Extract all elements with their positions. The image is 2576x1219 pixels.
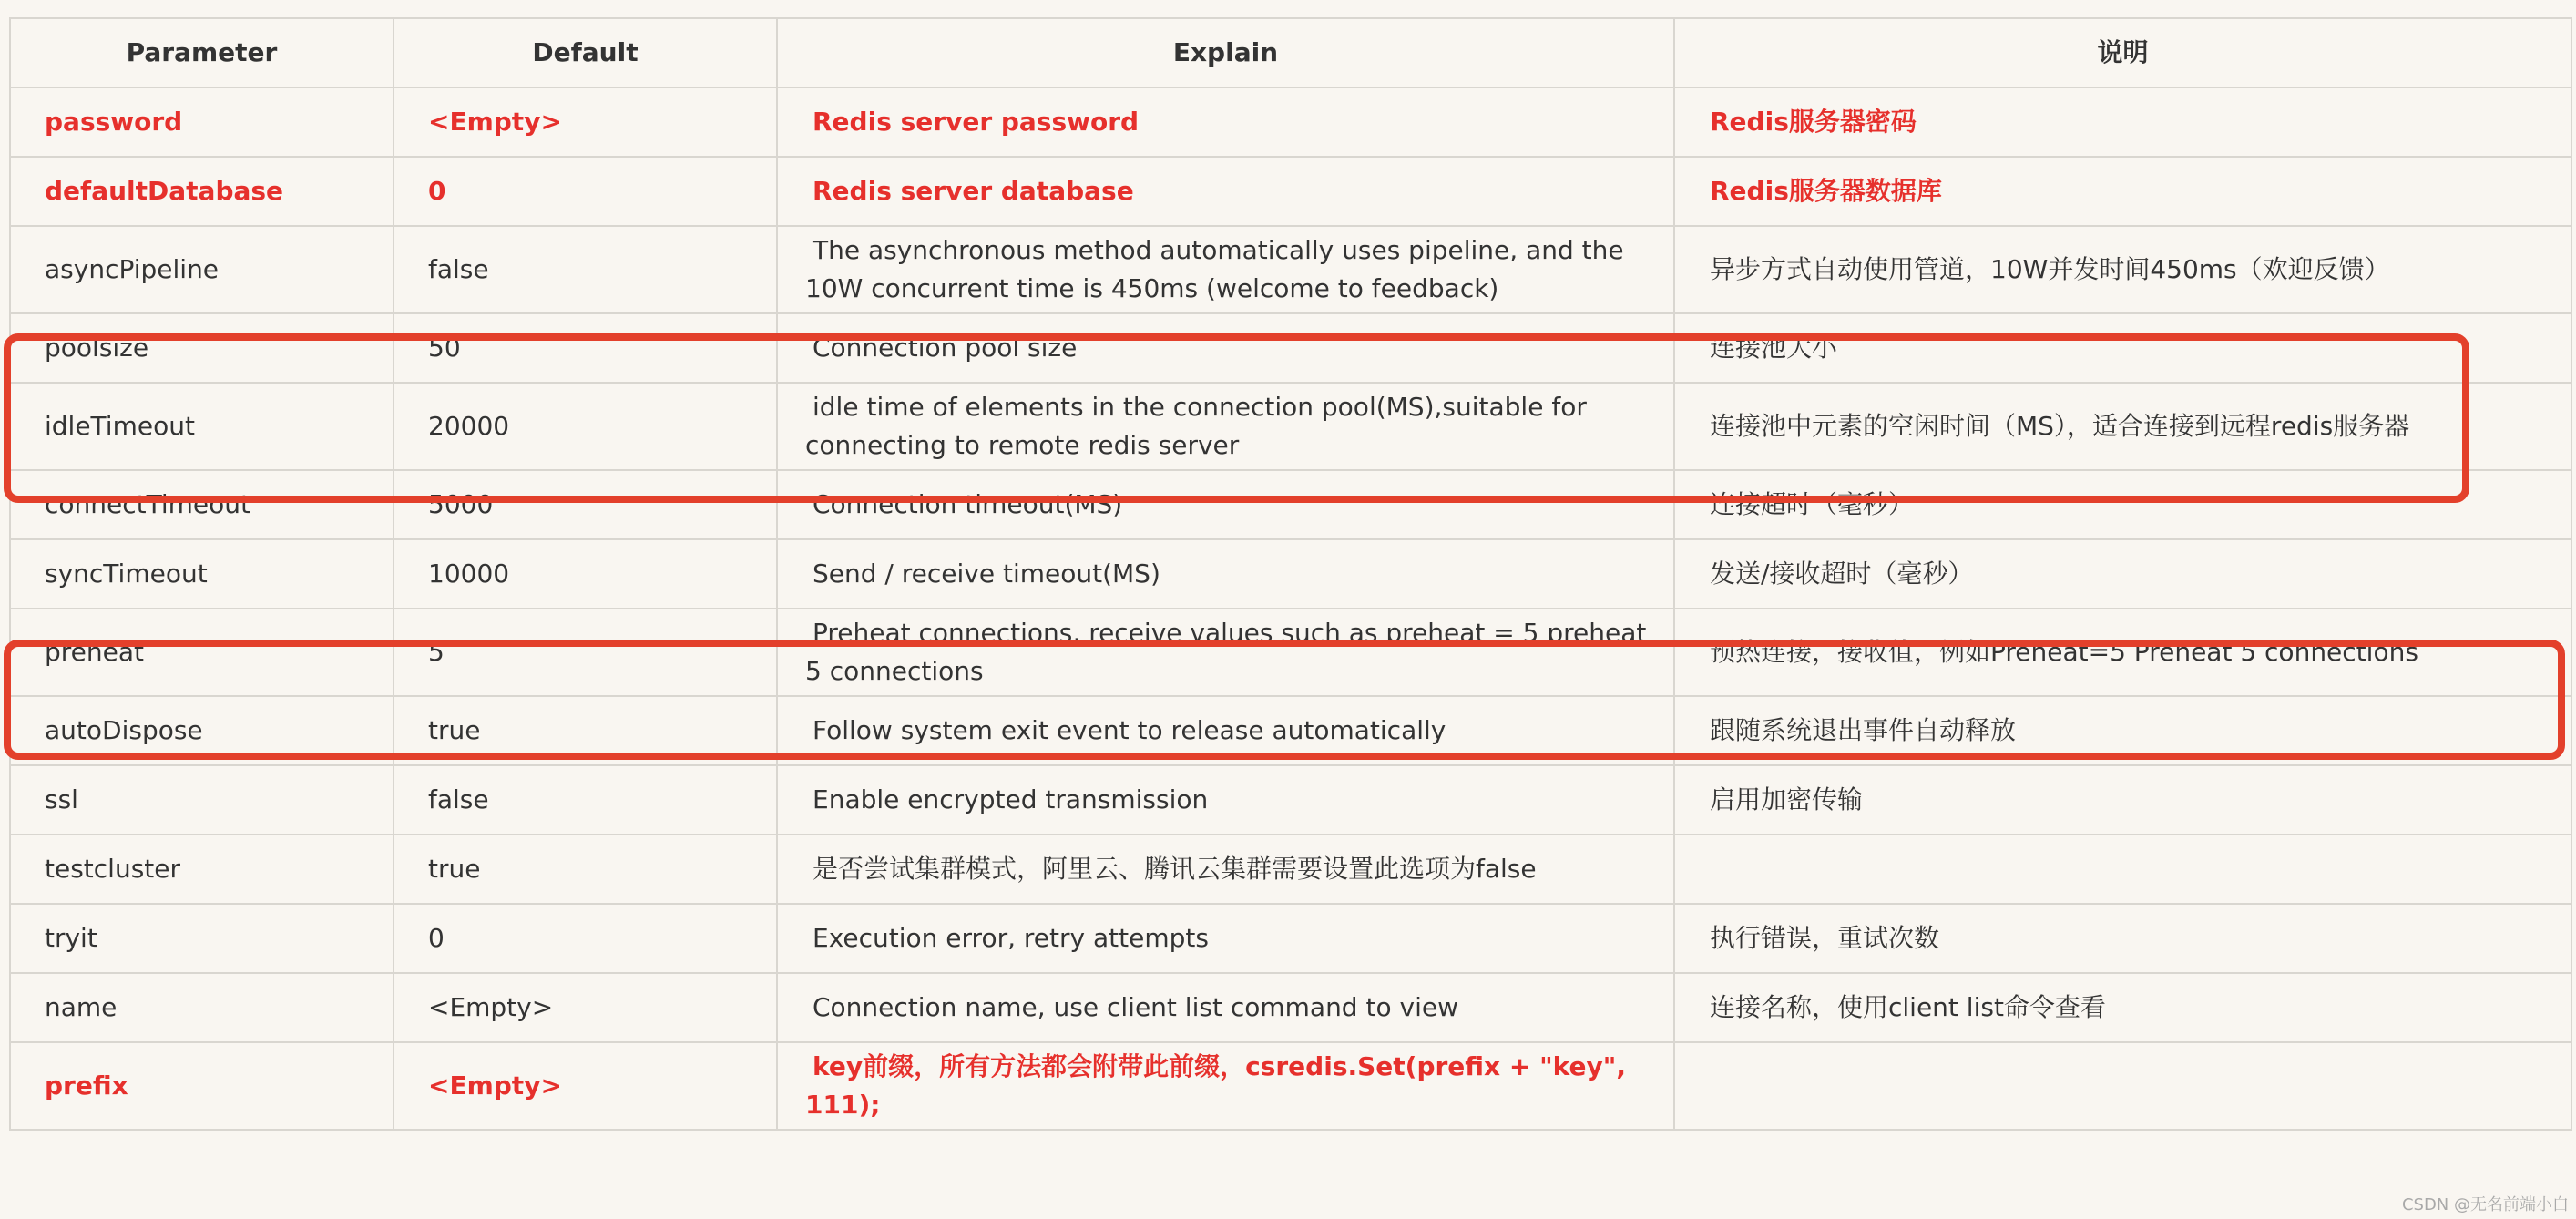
- table-row-name: [10, 973, 2571, 1042]
- explain-text: Connection name, use client list command to view: [813, 992, 1458, 1022]
- default-cell: 0: [394, 157, 777, 226]
- default-cell: 5000: [394, 470, 777, 539]
- table-row-testcluster: [10, 835, 2571, 904]
- table-row-password: [10, 87, 2571, 157]
- default-cell: 5: [394, 609, 777, 696]
- header-parameter: Parameter: [10, 18, 394, 87]
- default-cell: <Empty>: [394, 973, 777, 1042]
- cn-description-cell: 执行错误，重试次数: [1674, 904, 2571, 973]
- explain-text: Connection timeout(MS): [813, 489, 1123, 519]
- explain-cell: [777, 835, 1674, 904]
- explain-text: Redis server password: [813, 107, 1140, 137]
- explain-cell: [777, 765, 1674, 835]
- param-cell: tryit: [10, 904, 394, 973]
- table-row-poolsize: [10, 313, 2571, 383]
- explain-text: 是否尝试集群模式，阿里云、腾讯云集群需要设置此选项为false: [813, 854, 1537, 884]
- explain-text: Preheat connections, receive values such as preheat = 5 preheat 5 connections: [805, 618, 1647, 686]
- table-row-idletimeout: [10, 383, 2571, 470]
- cn-description-cell: 连接池中元素的空闲时间（MS），适合连接到远程redis服务器: [1674, 383, 2571, 470]
- table-row-defaultdatabase: [10, 157, 2571, 226]
- cn-description-cell: 连接名称，使用client list命令查看: [1674, 973, 2571, 1042]
- explain-text: Redis server database: [813, 176, 1134, 206]
- cn-description-cell: 启用加密传输: [1674, 765, 2571, 835]
- explain-cell: [777, 313, 1674, 383]
- default-cell: true: [394, 696, 777, 765]
- table-row-ssl: [10, 765, 2571, 835]
- table-row-synctimeout: [10, 539, 2571, 609]
- param-cell: idleTimeout: [10, 383, 394, 470]
- explain-text: Follow system exit event to release automatically: [813, 715, 1446, 745]
- cn-description-cell: 跟随系统退出事件自动释放: [1674, 696, 2571, 765]
- explain-text: The asynchronous method automatically uses pipeline, and the 10W concurrent time is 450ms (welcome to feedback): [805, 235, 1624, 303]
- explain-cell: [777, 226, 1674, 313]
- explain-text: Enable encrypted transmission: [813, 784, 1209, 814]
- explain-text: idle time of elements in the connection pool(MS),suitable for connecting to remote redis server: [805, 392, 1587, 460]
- param-cell: asyncPipeline: [10, 226, 394, 313]
- cn-description-cell: [1674, 1042, 2571, 1130]
- param-cell: connectTimeout: [10, 470, 394, 539]
- explain-text: Send / receive timeout(MS): [813, 558, 1160, 589]
- table-row-prefix: [10, 1042, 2571, 1130]
- default-cell: false: [394, 765, 777, 835]
- param-cell: password: [10, 87, 394, 157]
- table-row-preheat: [10, 609, 2571, 696]
- explain-cell: [777, 87, 1674, 157]
- explain-text: Execution error, retry attempts: [813, 923, 1209, 953]
- explain-cell: [777, 696, 1674, 765]
- explain-text: key前缀，所有方法都会附带此前缀，csredis.Set(prefix + "key", 111);: [805, 1051, 1626, 1120]
- default-cell: <Empty>: [394, 1042, 777, 1130]
- param-cell: poolsize: [10, 313, 394, 383]
- cn-description-cell: 连接超时（毫秒）: [1674, 470, 2571, 539]
- cn-description-cell: 预热连接，接收值，例如Preheat=5 Preheat 5 connections: [1674, 609, 2571, 696]
- watermark: CSDN @无名前端小白: [2401, 1195, 2569, 1214]
- parameter-table: [9, 17, 2572, 1131]
- param-cell: name: [10, 973, 394, 1042]
- cn-description-cell: Redis服务器密码: [1674, 87, 2571, 157]
- explain-text: Connection pool size: [813, 333, 1078, 363]
- cn-description-cell: 异步方式自动使用管道，10W并发时间450ms（欢迎反馈）: [1674, 226, 2571, 313]
- explain-cell: [777, 904, 1674, 973]
- default-cell: 0: [394, 904, 777, 973]
- explain-cell: [777, 1042, 1674, 1130]
- explain-cell: [777, 470, 1674, 539]
- cn-description-cell: Redis服务器数据库: [1674, 157, 2571, 226]
- param-cell: autoDispose: [10, 696, 394, 765]
- default-cell: <Empty>: [394, 87, 777, 157]
- param-cell: testcluster: [10, 835, 394, 904]
- default-cell: 50: [394, 313, 777, 383]
- param-cell: syncTimeout: [10, 539, 394, 609]
- cn-description-cell: 连接池大小: [1674, 313, 2571, 383]
- cn-description-cell: [1674, 835, 2571, 904]
- header-cn-description: 说明: [1674, 18, 2571, 87]
- default-cell: 20000: [394, 383, 777, 470]
- explain-cell: [777, 973, 1674, 1042]
- param-cell: prefix: [10, 1042, 394, 1130]
- header-explain: Explain: [777, 18, 1674, 87]
- table-row-connecttimeout: [10, 470, 2571, 539]
- default-cell: false: [394, 226, 777, 313]
- explain-cell: [777, 609, 1674, 696]
- table-row-asyncpipeline: [10, 226, 2571, 313]
- explain-cell: [777, 539, 1674, 609]
- explain-cell: [777, 157, 1674, 226]
- cn-description-cell: 发送/接收超时（毫秒）: [1674, 539, 2571, 609]
- explain-cell: [777, 383, 1674, 470]
- default-cell: true: [394, 835, 777, 904]
- default-cell: 10000: [394, 539, 777, 609]
- header-row: [10, 18, 2571, 87]
- param-cell: ssl: [10, 765, 394, 835]
- param-cell: preheat: [10, 609, 394, 696]
- param-cell: defaultDatabase: [10, 157, 394, 226]
- table-row-tryit: [10, 904, 2571, 973]
- table-row-autodispose: [10, 696, 2571, 765]
- header-default: Default: [394, 18, 777, 87]
